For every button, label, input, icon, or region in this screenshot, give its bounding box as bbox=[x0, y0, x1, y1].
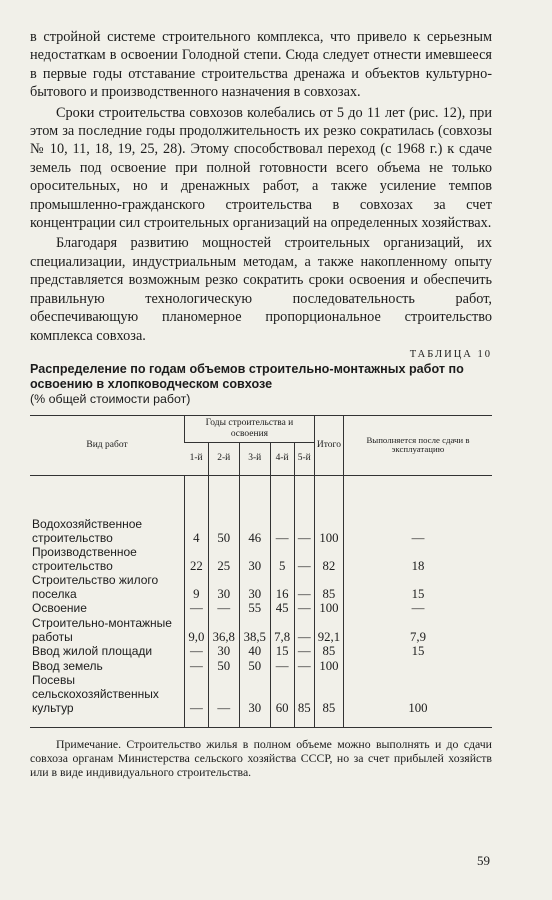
cell-year-1: — bbox=[185, 659, 209, 674]
cell-year-1: 9 bbox=[185, 573, 209, 601]
row-label: Производственное строительство bbox=[32, 545, 137, 573]
cell-after bbox=[343, 659, 492, 674]
cell-year-2: 36,8 bbox=[208, 616, 239, 644]
cell-year-4: — bbox=[270, 659, 294, 674]
cell-year-2: 25 bbox=[208, 545, 239, 573]
body-paragraph: Благодаря развитию мощностей строительных организаций, их специализации, индустриальным методам, а также накопленному опыту представляется возможным резко сократить сроки освоения и обеспечить правильную технологическую последовательность работ, обеспечивающую планомерное пропорциональное строительство комплекса совхоза. bbox=[30, 235, 492, 344]
cell-year-3: 30 bbox=[239, 545, 270, 573]
body-paragraph: Сроки строительства совхозов колебались от 5 до 11 лет (рис. 12), при этом за последние годы продолжительность их резко сократилась (совхозы № 10, 11, 18, 19, 25, 28). Этому способствовал переход (с 1968 г.) к сдаче земель под освоение при полной готовности всего объема не только оросительных, но и дренажных работ, а также усиление темпов промышленно-гражданского строительства в совхозах за счет концентрации сил строительных организаций на определенных хозяйствах. bbox=[30, 104, 492, 232]
cell-year-5: — bbox=[294, 545, 314, 573]
cell-year-4: 7,8 bbox=[270, 616, 294, 644]
table-row bbox=[30, 601, 492, 616]
table-row bbox=[30, 644, 492, 659]
cell-year-4: 45 bbox=[270, 601, 294, 616]
header-year: 5-й bbox=[294, 442, 314, 475]
cell-year-2: 50 bbox=[208, 475, 239, 545]
header-work-type: Вид работ bbox=[30, 415, 185, 475]
cell-year-5: — bbox=[294, 659, 314, 674]
cell-after: 18 bbox=[343, 545, 492, 573]
header-total: Итого bbox=[314, 415, 343, 475]
cell-after: 7,9 bbox=[343, 616, 492, 644]
table-note: Примечание. Строительство жилья в полном объеме можно выполнять и до сдачи совхоза органам Министерства сельского хозяйства СССР, но за счет прибылей хозяйств или в виде индивидуального строительства. bbox=[30, 737, 492, 779]
cell-year-3: 46 bbox=[239, 475, 270, 545]
cell-year-4: 60 bbox=[270, 673, 294, 727]
cell-year-5: — bbox=[294, 644, 314, 659]
table-row bbox=[30, 545, 492, 573]
page-content bbox=[30, 28, 492, 791]
cell-year-4: 16 bbox=[270, 573, 294, 601]
cell-year-5: — bbox=[294, 601, 314, 616]
cell-total: 82 bbox=[314, 545, 343, 573]
cell-year-5: — bbox=[294, 616, 314, 644]
header-year: 3-й bbox=[239, 442, 270, 475]
row-label: Посевы сельскохозяйственных культур bbox=[30, 673, 185, 727]
header-year: 1-й bbox=[185, 442, 209, 475]
cell-year-1: — bbox=[185, 601, 209, 616]
cell-total: 100 bbox=[314, 659, 343, 674]
table-label: ТАБЛИЦА 10 bbox=[409, 348, 492, 360]
cell-year-1: 4 bbox=[185, 475, 209, 545]
cell-year-3: 30 bbox=[239, 673, 270, 727]
cell-year-1: — bbox=[185, 644, 209, 659]
cell-year-5: 85 bbox=[294, 673, 314, 727]
cell-total: 85 bbox=[314, 573, 343, 601]
cell-after: 15 bbox=[343, 644, 492, 659]
row-label: Строительство жилого поселка bbox=[32, 573, 159, 601]
cell-year-1: 9,0 bbox=[185, 616, 209, 644]
cell-total: 92,1 bbox=[314, 616, 343, 644]
cell-year-5: — bbox=[294, 573, 314, 601]
cell-total: 85 bbox=[314, 673, 343, 727]
cell-year-1: 22 bbox=[185, 545, 209, 573]
row-label: Строительно-монтажные работы bbox=[32, 616, 172, 644]
cell-year-3: 55 bbox=[239, 601, 270, 616]
cell-year-5: — bbox=[294, 475, 314, 545]
table-row bbox=[30, 475, 492, 545]
cell-after: 15 bbox=[343, 573, 492, 601]
table-row bbox=[30, 616, 492, 644]
cell-total: 100 bbox=[314, 601, 343, 616]
table-row bbox=[30, 659, 492, 674]
cell-year-4: — bbox=[270, 475, 294, 545]
cell-after: — bbox=[343, 601, 492, 616]
cell-year-2: 30 bbox=[208, 644, 239, 659]
cell-year-4: 15 bbox=[270, 644, 294, 659]
cell-year-3: 40 bbox=[239, 644, 270, 659]
cell-year-4: 5 bbox=[270, 545, 294, 573]
cell-year-3: 50 bbox=[239, 659, 270, 674]
cell-total: 100 bbox=[314, 475, 343, 545]
table-subtitle: (% общей стоимости работ) bbox=[30, 391, 191, 406]
header-year: 4-й bbox=[270, 442, 294, 475]
row-label: Ввод земель bbox=[32, 658, 103, 673]
row-label: Освоение bbox=[32, 601, 87, 616]
header-year: 2-й bbox=[208, 442, 239, 475]
header-years-group: Годы строительства и освоения bbox=[185, 415, 315, 442]
body-paragraph: в стройной системе строительного комплекса, что привело к серьезным недостаткам в освоении Голодной степи. Сюда следует отнести имевшееся в первые годы отставание строительства дренажа и объектов культурно-бытового и производственного назначения в совхозах. bbox=[30, 29, 492, 101]
cell-year-2: 50 bbox=[208, 659, 239, 674]
table-row bbox=[30, 573, 492, 601]
cell-year-2: — bbox=[208, 601, 239, 616]
cell-after: 100 bbox=[343, 673, 492, 727]
data-table bbox=[30, 415, 492, 728]
cell-year-3: 38,5 bbox=[239, 616, 270, 644]
table-title: Распределение по годам объемов строительно-монтажных работ по освоению в хлопководческом совхозе bbox=[30, 361, 464, 391]
row-label: Ввод жилой площади bbox=[32, 644, 153, 659]
table-row bbox=[30, 673, 492, 727]
page-number: 59 bbox=[477, 853, 490, 868]
cell-after: — bbox=[343, 475, 492, 545]
cell-year-2: 30 bbox=[208, 573, 239, 601]
cell-year-2: — bbox=[208, 673, 239, 727]
header-after-commissioning: Выполняется после сдачи в эксплуатацию bbox=[343, 415, 492, 475]
row-label: Водохозяйственное строительство bbox=[32, 516, 143, 545]
cell-year-1: — bbox=[185, 673, 209, 727]
cell-total: 85 bbox=[314, 644, 343, 659]
cell-year-3: 30 bbox=[239, 573, 270, 601]
